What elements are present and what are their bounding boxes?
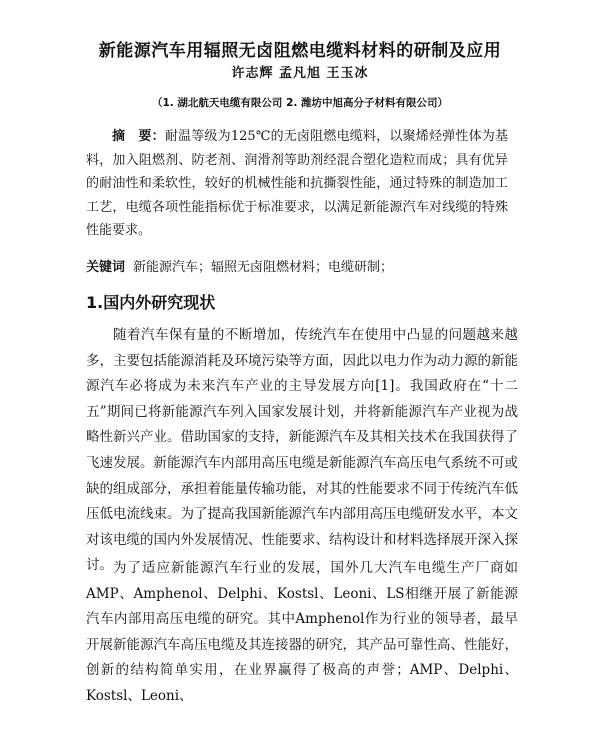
paper-authors: 许志辉 孟凡旭 王玉冰 (231, 66, 369, 81)
abstract-label: 摘 要： (112, 129, 165, 144)
section-heading: 1.国内外研究现状 (86, 293, 216, 312)
body-paragraph-1: 随着汽车保有量的不断增加，传统汽车在使用中凸显的问题越来越多，主要包括能源消耗及环境污染等方面，因此以电力作为动力源的新能源汽车必将成为未来汽车产业的主导发展方向[1]。我国政府在“十二五”期间已将新能源汽车列入国家发展计划，并将新能源汽车产业视为战略性新兴产业。借助国家的支持，新能源汽车及其相关技术在我国获得了飞速发展。新能源汽车内部用高压电缆是新能源汽车高压电气系统不可或缺的组成部分，承担着能量传输功能，对其的性能要求不同于传统汽车低压低电流线束。为了提高我国新能源汽车内部用高压电缆研发水平，本文对该电缆的国内外发展情况、性能要求、结构设计和材料选择展开深入探讨。 (86, 327, 518, 574)
body-paragraph-2: 为了适应新能源汽车行业的发展，国外几大汽车电缆生产厂商如AMP、Amphenol、Delphi、Kostsl、Leoni、LS相继开展了新能源汽车内部用高压电缆的研究。其中Amphenol作为行业的领导者，最早开展新能源汽车高压电缆及其连接器的研究，其产品可靠性高、性能好，创新的结构简单实用，在业界赢得了极高的声誉；AMP、Delphi、Kostsl、Leoni、 (86, 560, 518, 704)
abstract-text: 耐温等级为125℃的无卤阻燃电缆料，以聚烯烃弹性体为基料，加入阻燃剂、防老剂、润滑剂等助剂经混合塑化造粒而成；具有优异的耐油性和柔软性，较好的机械性能和抗撕裂性能，通过特殊的制造加工工艺，电缆各项性能指标优于标准要求，以满足新能源汽车对线缆的特殊性能要求。 (86, 129, 508, 239)
keywords-block (86, 256, 516, 275)
keywords-label: 关键词 (86, 260, 126, 275)
keywords-text: 新能源汽车；辐照无卤阻燃材料；电缆研制； (133, 260, 394, 275)
paper-title: 新能源汽车用辐照无卤阻燃电缆料材料的研制及应用 (98, 41, 502, 61)
paper-affiliations: （1. 湖北航天电缆有限公司 2. 潍坊中旭高分子材料有限公司） (151, 97, 449, 109)
abstract-block (86, 125, 508, 243)
